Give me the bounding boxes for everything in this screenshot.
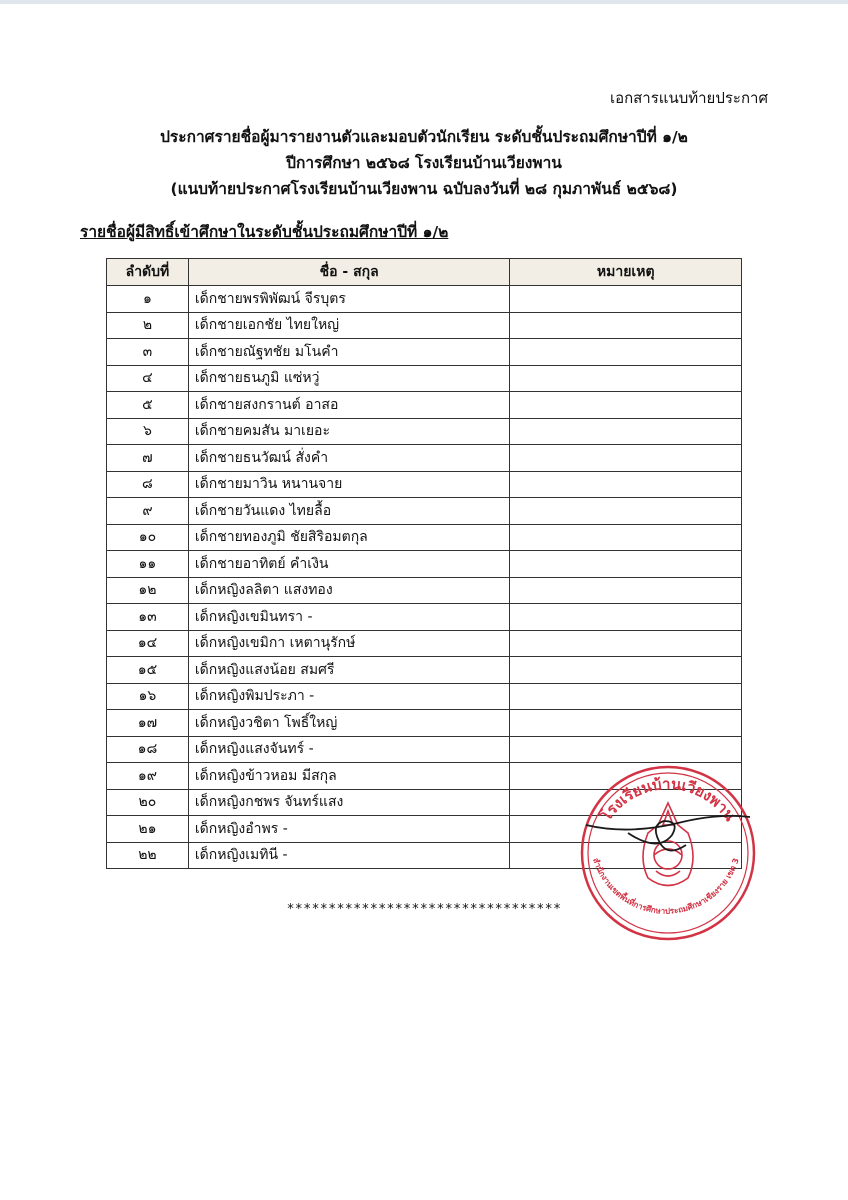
header-order: ลำดับที่ [107, 259, 189, 286]
row-remark-cell [510, 657, 742, 684]
row-order-cell: ๒ [107, 312, 189, 339]
table-header-row [107, 259, 742, 286]
row-remark-cell [510, 710, 742, 737]
row-remark-cell [510, 471, 742, 498]
row-remark-cell [510, 736, 742, 763]
table-row [107, 498, 742, 525]
row-remark-cell [510, 286, 742, 313]
table-row [107, 657, 742, 684]
row-order-cell: ๑๔ [107, 630, 189, 657]
table-row [107, 312, 742, 339]
table-row [107, 683, 742, 710]
row-order-cell: ๑๑ [107, 551, 189, 578]
seal-emblem-icon [643, 803, 693, 886]
row-remark-cell [510, 551, 742, 578]
row-name-cell: เด็กชายธนภูมิ แซ่หวู่ [188, 365, 510, 392]
row-name-cell: เด็กหญิงกชพร จันทร์แสง [188, 789, 510, 816]
row-order-cell: ๓ [107, 339, 189, 366]
table-row [107, 418, 742, 445]
announcement-title [0, 124, 848, 202]
row-remark-cell [510, 604, 742, 631]
table-row [107, 604, 742, 631]
svg-text:สำนักงานเขตพื้นที่การศึกษาประถ [591, 857, 741, 916]
table-row [107, 551, 742, 578]
table-row [107, 710, 742, 737]
row-name-cell: เด็กหญิงข้าวหอม มีสกุล [188, 763, 510, 790]
row-remark-cell [510, 312, 742, 339]
table-row [107, 365, 742, 392]
end-marker: ********************************* [286, 902, 562, 917]
row-order-cell: ๑๗ [107, 710, 189, 737]
row-name-cell: เด็กชายมาวิน หนานจาย [188, 471, 510, 498]
row-order-cell: ๑๕ [107, 657, 189, 684]
row-order-cell: ๒๐ [107, 789, 189, 816]
row-order-cell: ๖ [107, 418, 189, 445]
table-row [107, 286, 742, 313]
row-order-cell: ๙ [107, 498, 189, 525]
attachment-note: เอกสารแนบท้ายประกาศ [609, 89, 768, 107]
table-row [107, 577, 742, 604]
table-row [107, 630, 742, 657]
table-row [107, 471, 742, 498]
seal-top-text: โรงเรียนบ้านเวียงพาน [596, 774, 740, 825]
row-name-cell: เด็กชายณัฐทชัย มโนคำ [188, 339, 510, 366]
title-line-3: (แนบท้ายประกาศโรงเรียนบ้านเวียงพาน ฉบับลงวันที่ ๒๘ กุมภาพันธ์ ๒๕๖๘) [170, 180, 678, 198]
row-remark-cell [510, 630, 742, 657]
row-name-cell: เด็กหญิงแสงจันทร์ - [188, 736, 510, 763]
row-name-cell: เด็กหญิงเขมิกา เหตานุรักษ์ [188, 630, 510, 657]
school-seal-stamp [568, 763, 764, 941]
page-top-border [0, 0, 848, 4]
row-order-cell: ๑๓ [107, 604, 189, 631]
row-remark-cell [510, 683, 742, 710]
row-order-cell: ๔ [107, 365, 189, 392]
seal-bottom-text: สำนักงานเขตพื้นที่การศึกษาประถมศึกษาเชียงราย เขต 3 [591, 856, 741, 916]
row-name-cell: เด็กหญิงเมทินี - [188, 842, 510, 869]
row-remark-cell [510, 365, 742, 392]
row-order-cell: ๕ [107, 392, 189, 419]
row-name-cell: เด็กหญิงอำพร - [188, 816, 510, 843]
row-order-cell: ๗ [107, 445, 189, 472]
row-name-cell: เด็กหญิงพิมประภา - [188, 683, 510, 710]
row-remark-cell [510, 445, 742, 472]
row-name-cell: เด็กชายพรพิพัฒน์ จีรบุตร [188, 286, 510, 313]
row-name-cell: เด็กชายเอกชัย ไทยใหญ่ [188, 312, 510, 339]
list-heading: รายชื่อผู้มีสิทธิ์เข้าศึกษาในระดับชั้นประถมศึกษาปีที่ ๑/๒ [80, 223, 449, 241]
header-name: ชื่อ - สกุล [188, 259, 510, 286]
row-order-cell: ๑ [107, 286, 189, 313]
row-order-cell: ๑๖ [107, 683, 189, 710]
row-remark-cell [510, 392, 742, 419]
row-order-cell: ๘ [107, 471, 189, 498]
row-name-cell: เด็กหญิงลลิตา แสงทอง [188, 577, 510, 604]
row-order-cell: ๑๙ [107, 763, 189, 790]
row-order-cell: ๑๘ [107, 736, 189, 763]
row-order-cell: ๑๒ [107, 577, 189, 604]
title-line-1: ประกาศรายชื่อผู้มารายงานตัวและมอบตัวนักเรียน ระดับชั้นประถมศึกษาปีที่ ๑/๒ [160, 128, 688, 146]
row-remark-cell [510, 339, 742, 366]
row-order-cell: ๒๒ [107, 842, 189, 869]
row-remark-cell [510, 524, 742, 551]
row-name-cell: เด็กชายอาทิตย์ คำเงิน [188, 551, 510, 578]
table-row [107, 736, 742, 763]
row-name-cell: เด็กชายทองภูมิ ชัยสิริอมตกุล [188, 524, 510, 551]
title-line-2: ปีการศึกษา ๒๕๖๘ โรงเรียนบ้านเวียงพาน [286, 154, 562, 172]
row-order-cell: ๒๑ [107, 816, 189, 843]
row-name-cell: เด็กชายวันแดง ไทยลื้อ [188, 498, 510, 525]
row-order-cell: ๑๐ [107, 524, 189, 551]
row-name-cell: เด็กชายสงกรานต์ อาสอ [188, 392, 510, 419]
row-name-cell: เด็กชายธนวัฒน์ สั่งคำ [188, 445, 510, 472]
table-row [107, 524, 742, 551]
row-remark-cell [510, 498, 742, 525]
row-remark-cell [510, 577, 742, 604]
header-remark: หมายเหตุ [510, 259, 742, 286]
row-name-cell: เด็กหญิงแสงน้อย สมศรี [188, 657, 510, 684]
row-name-cell: เด็กหญิงเขมินทรา - [188, 604, 510, 631]
row-name-cell: เด็กชายคมสัน มาเยอะ [188, 418, 510, 445]
row-remark-cell [510, 418, 742, 445]
table-row [107, 445, 742, 472]
table-row [107, 392, 742, 419]
row-name-cell: เด็กหญิงวชิตา โพธิ์ใหญ่ [188, 710, 510, 737]
table-row [107, 339, 742, 366]
